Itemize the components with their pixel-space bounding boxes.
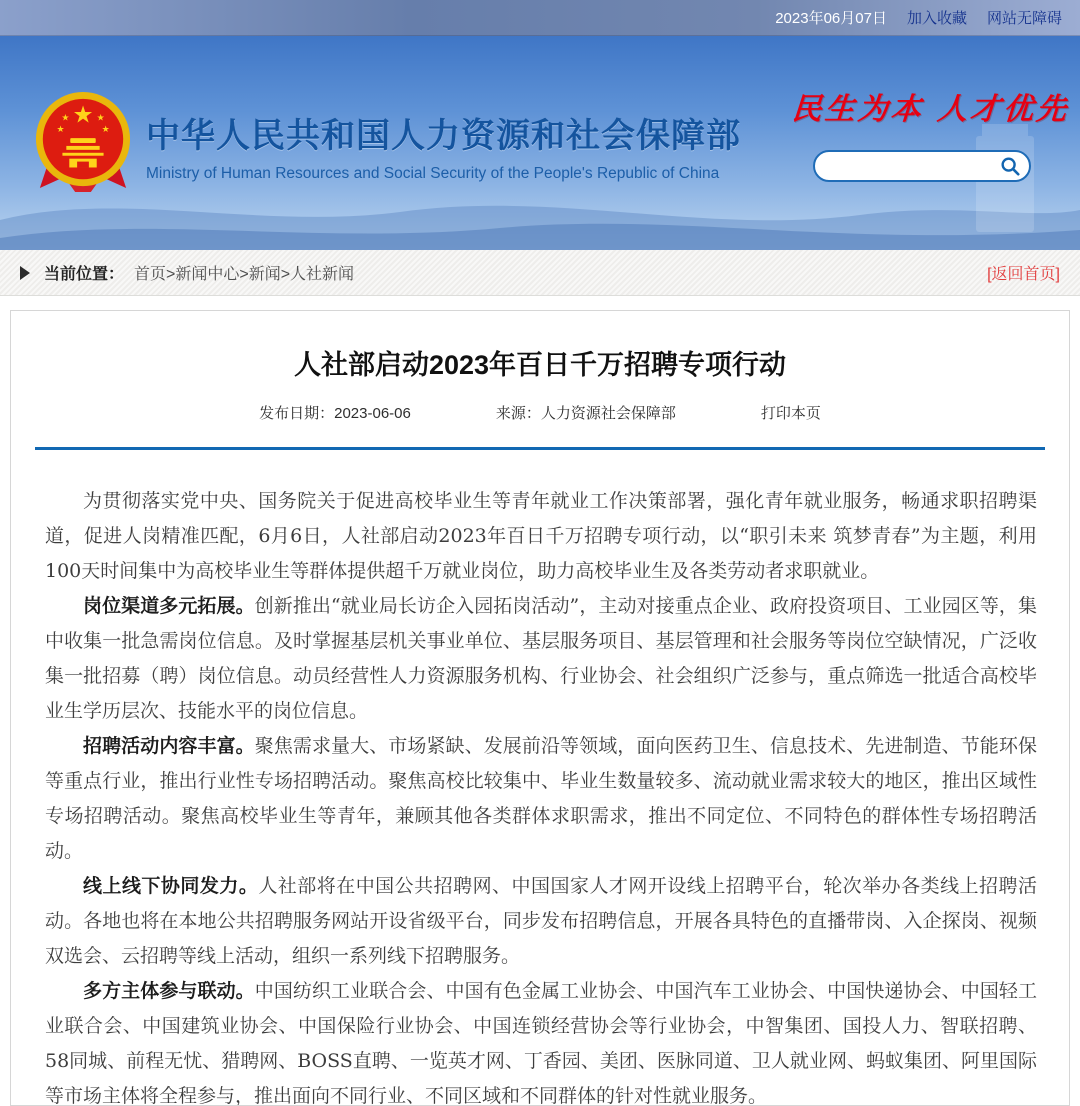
paragraph-lead: 线上线下协同发力。: [83, 875, 259, 897]
national-emblem-logo: [34, 90, 132, 194]
svg-text:★: ★: [61, 112, 70, 123]
search-icon[interactable]: [999, 155, 1021, 177]
svg-text:★: ★: [96, 112, 105, 123]
svg-text:★: ★: [56, 124, 65, 135]
article-meta: [11, 402, 1069, 423]
svg-text:★: ★: [72, 100, 94, 129]
paragraph-lead: 岗位渠道多元拓展。: [83, 595, 255, 617]
paragraph-lead: 多方主体参与联动。: [83, 980, 255, 1002]
publish-date: 发布日期：2023-06-06: [259, 405, 411, 422]
article-body: [11, 450, 1069, 1106]
search-input[interactable]: [829, 158, 999, 174]
breadcrumb-bar: [0, 250, 1080, 296]
breadcrumb-path[interactable]: 首页>新闻中心>新闻>人社新闻: [134, 266, 355, 283]
article-paragraph: 招聘活动内容丰富。聚焦需求量大、市场紧缺、发展前沿等领域，面向医药卫生、信息技术、先进制造、节能环保等重点行业，推出行业性专场招聘活动。聚焦高校比较集中、毕业生数量较多、流动就业需求较大的地区，推出区域性专场招聘活动。聚焦高校毕业生等青年，兼顾其他各类群体求职需求，推出不同定位、不同特色的群体性专场招聘活动。: [45, 735, 1037, 862]
article-title: 人社部启动2023年百日千万招聘专项行动: [293, 350, 787, 380]
article-paragraph: 岗位渠道多元拓展。创新推出“就业局长访企入园拓岗活动”，主动对接重点企业、政府投资项目、工业园区等，集中收集一批急需岗位信息。及时掌握基层机关事业单位、基层服务项目、基层管理和社会服务等岗位空缺情况，广泛收集一批招募（聘）岗位信息。动员经营性人力资源服务机构、行业协会、社会组织广泛参与，重点筛选一批适合高校毕业生学历层次、技能水平的岗位信息。: [45, 595, 1037, 722]
topbar: [0, 0, 1080, 36]
article-paragraph: 为贯彻落实党中央、国务院关于促进高校毕业生等青年就业工作决策部署，强化青年就业服务，畅通求职招聘渠道，促进人岗精准匹配，6月6日，人社部启动2023年百日千万招聘专项行动，以“职引未来 筑梦青春”为主题，利用100天时间集中为高校毕业生等群体提供超千万就业岗位，助力高校毕业生及各类劳动者求职就业。: [45, 490, 1037, 582]
current-date: 2023年06月07日: [775, 10, 887, 27]
slogan-calligraphy: 民生为本 人才优先: [790, 92, 1071, 127]
paragraph-lead: 招聘活动内容丰富。: [83, 735, 255, 757]
add-favorites-link[interactable]: 加入收藏: [906, 10, 967, 27]
accessibility-link[interactable]: 网站无障碍: [986, 10, 1062, 27]
breadcrumb-label: 当前位置：: [44, 266, 125, 283]
search-box[interactable]: [813, 150, 1031, 182]
site-title-english: Ministry of Human Resources and Social Security of the People's Republic of China: [146, 165, 720, 182]
article-paragraph: 多方主体参与联动。中国纺织工业联合会、中国有色金属工业协会、中国汽车工业协会、中国快递协会、中国轻工业联合会、中国建筑业协会、中国保险行业协会、中国连锁经营协会等行业协会，中智集团、国投人力、智联招聘、58同城、前程无忧、猎聘网、BOSS直聘、一览英才网、丁香园、美团、医脉同道、卫人就业网、蚂蚁集团、阿里国际等市场主体将全程参与，推出面向不同行业、不同区域和不同群体的针对性就业服务。: [45, 980, 1037, 1106]
svg-text:★: ★: [101, 124, 110, 135]
article-panel: [10, 310, 1070, 1106]
site-title: 中华人民共和国人力资源和社会保障部: [146, 117, 741, 155]
arrow-icon: [20, 266, 30, 280]
return-home-link[interactable]: [返回首页]: [987, 266, 1060, 283]
article-source: 来源：人力资源社会保障部: [495, 405, 676, 422]
article-paragraph: 线上线下协同发力。人社部将在中国公共招聘网、中国国家人才网开设线上招聘平台，轮次举办各类线上招聘活动。各地也将在本地公共招聘服务网站开设省级平台，同步发布招聘信息，开展各具特色的直播带岗、入企探岗、视频双选会、云招聘等线上活动，组织一系列线下招聘服务。: [45, 875, 1037, 967]
print-page-button[interactable]: 打印本页: [760, 405, 821, 422]
site-header: [0, 36, 1080, 250]
